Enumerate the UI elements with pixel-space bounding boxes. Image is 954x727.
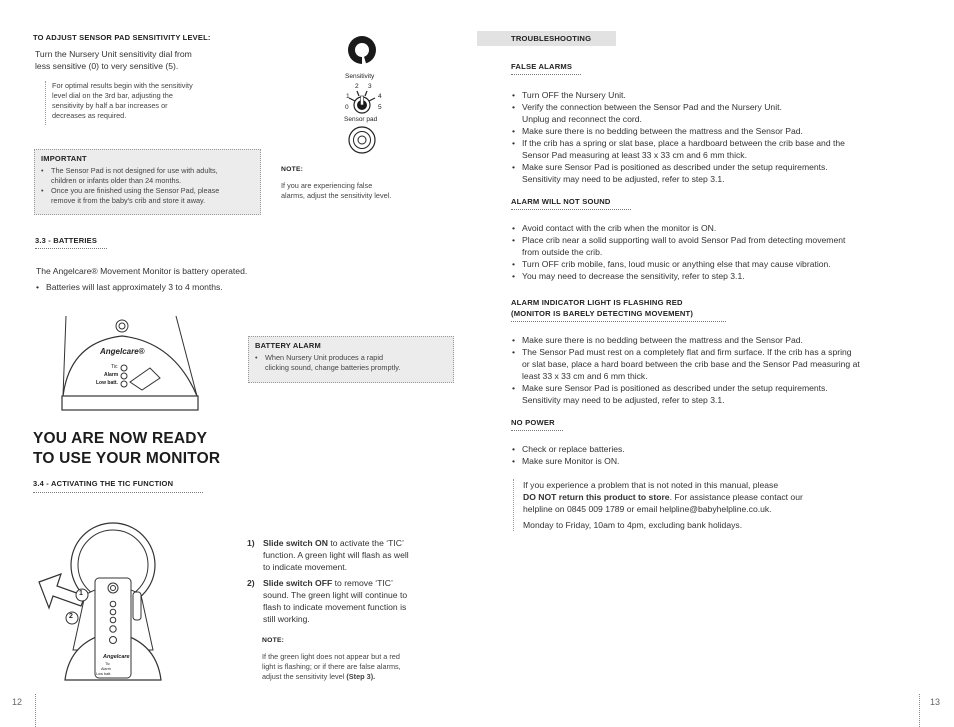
no-sound-rule — [511, 209, 631, 210]
sensitivity-tip: For optimal results begin with the sensitivity level dial on the 3rd bar, adjusting the sensitivity by half a bar increases or decreases as required. — [45, 81, 193, 125]
flashing-rule — [511, 321, 726, 322]
page-number-right: 13 — [930, 697, 941, 707]
tic-step-1: 1) Slide switch ON to activate the ‘TIC’ function. A green light will flash as well to indicate movement. — [247, 538, 409, 572]
ready-title: YOU ARE NOW READY TO USE YOUR MONITOR — [33, 430, 221, 467]
batteries-text: The Angelcare® Movement Monitor is battery operated. — [36, 266, 248, 276]
note-sensitivity: NOTE: If you are experiencing false alarms, adjust the sensitivity level. — [281, 166, 392, 200]
list-item: • Check or replace batteries. — [512, 443, 922, 455]
page-margin-dots-right — [919, 694, 920, 727]
tic-device-label-tic: Tic — [105, 662, 110, 666]
dial-label-sensor-pad: Sensor pad — [344, 116, 378, 123]
callout-2: 2 — [69, 613, 73, 620]
dial-mark-1: 1 — [346, 93, 350, 100]
flashing-heading: ALARM INDICATOR LIGHT IS FLASHING RED (MONITOR IS BARELY DETECTING MOVEMENT) — [511, 298, 694, 318]
list-item: • Avoid contact with the crib when the monitor is ON. — [512, 222, 922, 234]
tic-step-2: 2) Slide switch OFF to remove ‘TIC’ sound. The green light will continue to flash to indicate movement function is still working. — [247, 578, 408, 624]
tic-heading: 3.4 - ACTIVATING THE TIC FUNCTION — [33, 479, 174, 488]
list-item: • The Sensor Pad must rest on a completely flat and firm surface. If the crib has a spring or slat base, place a hard board between the crib base and the Sensor Pad measuring at least 33 x 33 cm and 6 mm thick. — [512, 346, 922, 382]
important-bullet: • The Sensor Pad is not designed for use with adults, children or infants older than 24 months. — [41, 166, 254, 186]
adjust-heading: TO ADJUST SENSOR PAD SENSITIVITY LEVEL: — [33, 33, 211, 42]
no-power-heading: NO POWER — [511, 418, 555, 427]
false-alarms-list — [512, 89, 922, 185]
list-item: • Verify the connection between the Sensor Pad and the Nursery Unit. Unplug and reconnect the cord. — [512, 101, 922, 125]
page-margin-dots-left — [35, 694, 36, 727]
list-item: • Place crib near a solid supporting wall to avoid Sensor Pad from detecting movement from outside the crib. — [512, 234, 922, 258]
nursery-unit-battery-illustration — [60, 312, 200, 414]
list-item: • Make sure there is no bedding between the mattress and the Sensor Pad. — [512, 125, 922, 137]
list-item: • You may need to decrease the sensitivity, refer to step 3.1. — [512, 270, 922, 282]
device-label-alarm: Alarm — [104, 372, 119, 378]
dial-mark-3: 3 — [368, 83, 372, 90]
no-sound-list — [512, 222, 922, 282]
list-item: • Make sure Sensor Pad is positioned as described under the setup requirements. Sensitivity may need to be adjusted, refer to step 3.1. — [512, 382, 922, 406]
troubleshooting-tab: TROUBLESHOOTING — [477, 31, 616, 46]
important-box — [34, 149, 261, 215]
dial-mark-0: 0 — [345, 104, 349, 111]
list-item: • Make sure Sensor Pad is positioned as described under the setup requirements. Sensitivity may need to be adjusted, refer to step 3.1. — [512, 161, 922, 185]
list-item: • Turn OFF the Nursery Unit. — [512, 89, 922, 101]
page-number-left: 12 — [12, 697, 23, 707]
adjust-text: Turn the Nursery Unit sensitivity dial from less sensitive (0) to very sensitive (5). — [35, 49, 192, 71]
sensor-pad-port-icon — [349, 127, 375, 153]
battery-alarm-heading: BATTERY ALARM — [255, 341, 321, 350]
nursery-unit-tic-illustration — [35, 520, 195, 686]
list-item: • Make sure there is no bedding between the mattress and the Sensor Pad. — [512, 334, 922, 346]
tic-note: NOTE: If the green light does not appear but a red light is flashing; or if there are false alarms, adjust the sensitivity level (Step 3). — [262, 637, 401, 681]
no-power-list — [512, 443, 922, 467]
tic-rule — [33, 492, 203, 493]
false-alarms-heading: FALSE ALARMS — [511, 62, 573, 71]
list-item: • If the crib has a spring or slat base, place a hardboard between the crib base and the Sensor Pad measuring at least 33 x 33 cm and 6 mm thick. — [512, 137, 922, 161]
device-label-tic: Tic — [111, 364, 118, 370]
dial-mark-2: 2 — [355, 83, 359, 90]
list-item: • Make sure Monitor is ON. — [512, 455, 922, 467]
dial-mark-4: 4 — [378, 93, 382, 100]
sensitivity-dial-illustration — [335, 30, 395, 158]
dial-mark-5: 5 — [378, 104, 382, 111]
sensitivity-dial-icon — [348, 36, 376, 70]
power-button-icon — [108, 583, 118, 593]
battery-alarm-box: BATTERY ALARM • When Nursery Unit produces a rapid clicking sound, change batteries promptly. — [248, 336, 454, 383]
helpline-note: If you experience a problem that is not noted in this manual, please DO NOT return this product to store. For assistance please contact our helpline on 0845 009 1789 or email helpline@babyhelpline.co.uk. Monday to Friday, 10am to 4pm, excluding bank holidays. — [513, 479, 913, 531]
callout-1: 1 — [79, 590, 83, 597]
tic-device-label-low-batt: Low batt. — [96, 672, 112, 676]
important-bullet: • Once you are finished using the Sensor Pad, please remove it from the baby's crib and store it away. — [41, 186, 254, 206]
false-alarms-rule — [511, 74, 581, 75]
battery-compartment-icon — [116, 320, 128, 332]
list-item: • Turn OFF crib mobile, fans, loud music or anything else that may cause vibration. — [512, 258, 922, 270]
device-brand: Angelcare® — [100, 347, 145, 356]
no-power-rule — [511, 430, 563, 431]
flashing-list — [512, 334, 922, 406]
important-heading: IMPORTANT — [41, 154, 87, 163]
no-sound-heading: ALARM WILL NOT SOUND — [511, 197, 611, 206]
tic-device-brand: Angelcare — [103, 654, 130, 660]
dial-label-sensitivity: Sensitivity — [345, 73, 375, 80]
batteries-rule — [35, 248, 107, 249]
batteries-bullet-list: • Batteries will last approximately 3 to 4 months. — [36, 281, 223, 293]
device-label-low-batt: Low batt. — [96, 380, 118, 386]
batteries-heading: 3.3 - BATTERIES — [35, 236, 98, 245]
tic-device-label-alarm: Alarm — [101, 667, 111, 671]
